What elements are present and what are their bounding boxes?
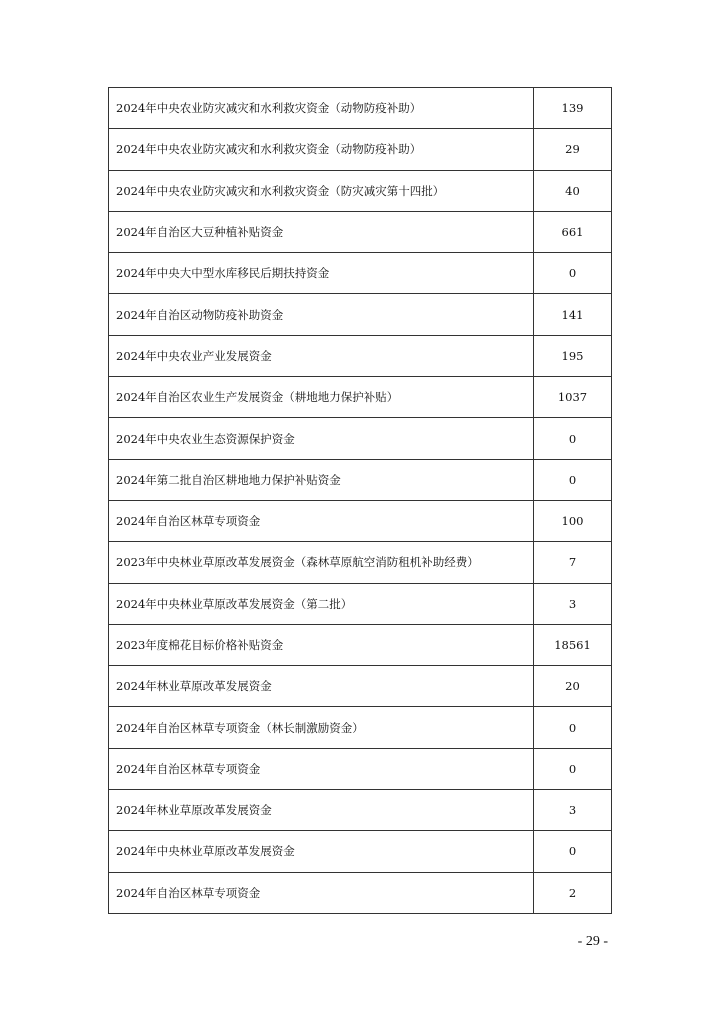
fund-amount-cell: 100: [534, 500, 612, 541]
table-row: [109, 583, 612, 624]
table-row: [109, 748, 612, 789]
fund-amount-cell: 29: [534, 129, 612, 170]
fund-name-cell: 2024年中央林业草原改革发展资金（第二批）: [109, 583, 534, 624]
fund-amount-cell: 139: [534, 88, 612, 129]
fund-amount-cell: 0: [534, 748, 612, 789]
table-row: [109, 129, 612, 170]
fund-amount-cell: 18561: [534, 624, 612, 665]
table-row: [109, 459, 612, 500]
fund-amount-cell: 661: [534, 211, 612, 252]
table-row: [109, 831, 612, 872]
fund-amount-cell: 141: [534, 294, 612, 335]
fund-name-cell: 2024年林业草原改革发展资金: [109, 790, 534, 831]
table-row: [109, 790, 612, 831]
fund-amount-cell: 3: [534, 583, 612, 624]
table-row: [109, 294, 612, 335]
table-row: [109, 707, 612, 748]
page-number: - 29 -: [577, 934, 608, 949]
fund-amount-cell: 0: [534, 831, 612, 872]
table-row: [109, 211, 612, 252]
fund-name-cell: 2024年自治区林草专项资金（林长制激励资金）: [109, 707, 534, 748]
fund-amount-cell: 195: [534, 335, 612, 376]
fund-name-cell: 2024年自治区林草专项资金: [109, 872, 534, 913]
funds-table-body: [109, 88, 612, 914]
fund-amount-cell: 0: [534, 253, 612, 294]
fund-amount-cell: 7: [534, 542, 612, 583]
fund-name-cell: 2024年中央大中型水库移民后期扶持资金: [109, 253, 534, 294]
fund-name-cell: 2024年中央林业草原改革发展资金: [109, 831, 534, 872]
table-row: [109, 335, 612, 376]
funds-table: [108, 87, 612, 914]
fund-name-cell: 2024年第二批自治区耕地地力保护补贴资金: [109, 459, 534, 500]
fund-name-cell: 2024年自治区林草专项资金: [109, 748, 534, 789]
table-row: [109, 872, 612, 913]
table-row: [109, 500, 612, 541]
fund-name-cell: 2023年中央林业草原改革发展资金（森林草原航空消防租机补助经费）: [109, 542, 534, 583]
table-row: [109, 253, 612, 294]
fund-amount-cell: 40: [534, 170, 612, 211]
fund-name-cell: 2024年中央农业生态资源保护资金: [109, 418, 534, 459]
fund-name-cell: 2024年中央农业产业发展资金: [109, 335, 534, 376]
fund-amount-cell: 0: [534, 418, 612, 459]
fund-amount-cell: 2: [534, 872, 612, 913]
fund-name-cell: 2024年自治区动物防疫补助资金: [109, 294, 534, 335]
fund-amount-cell: 20: [534, 666, 612, 707]
fund-amount-cell: 3: [534, 790, 612, 831]
fund-name-cell: 2024年中央农业防灾减灾和水利救灾资金（动物防疫补助）: [109, 129, 534, 170]
fund-amount-cell: 1037: [534, 377, 612, 418]
fund-amount-cell: 0: [534, 459, 612, 500]
table-row: [109, 170, 612, 211]
fund-name-cell: 2024年中央农业防灾减灾和水利救灾资金（防灾减灾第十四批）: [109, 170, 534, 211]
fund-name-cell: 2024年林业草原改革发展资金: [109, 666, 534, 707]
fund-amount-cell: 0: [534, 707, 612, 748]
table-row: [109, 624, 612, 665]
table-row: [109, 418, 612, 459]
table-row: [109, 542, 612, 583]
fund-name-cell: 2024年自治区大豆种植补贴资金: [109, 211, 534, 252]
fund-name-cell: 2024年中央农业防灾减灾和水利救灾资金（动物防疫补助）: [109, 88, 534, 129]
table-row: [109, 377, 612, 418]
fund-name-cell: 2024年自治区林草专项资金: [109, 500, 534, 541]
table-row: [109, 666, 612, 707]
fund-name-cell: 2023年度棉花目标价格补贴资金: [109, 624, 534, 665]
table-row: [109, 88, 612, 129]
fund-name-cell: 2024年自治区农业生产发展资金（耕地地力保护补贴）: [109, 377, 534, 418]
